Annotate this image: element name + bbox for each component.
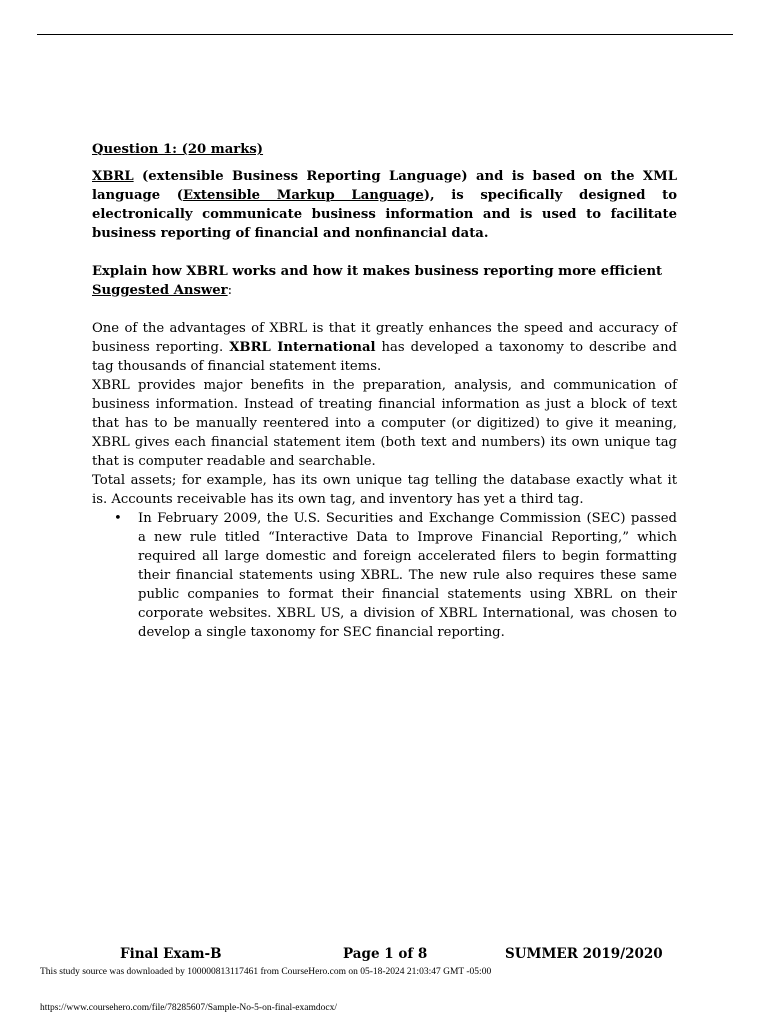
download-source-note: This study source was downloaded by 100000813117461 from CourseHero.com on 05-18-2024 21:03:47 GMT -05:00 [40, 967, 492, 977]
bullet-icon: • [114, 511, 122, 526]
header-rule [37, 34, 733, 35]
intro-text-2: ), is specifically designed to electronically communicate business information and is used to facilitate business reporting of financial and nonfinancial data. [92, 188, 677, 241]
answer-paragraph-2: XBRL provides major benefits in the preparation, analysis, and communication of business information. Instead of treating financial information as just a block of text that has to be manually reentered into a computer (or digitized) to give it meaning, XBRL gives each financial statement item (both text and numbers) its own unique tag that is computer readable and searchable. [92, 378, 677, 469]
intro-text-1: (extensible Business Reporting Language) and is based on the XML language ( [92, 169, 677, 203]
xbrl-international-term: XBRL International [229, 340, 376, 355]
suggested-answer-colon: : [227, 283, 233, 298]
document-body [92, 140, 677, 642]
bullet-text: In February 2009, the U.S. Securities and Exchange Commission (SEC) passed a new rule titled “Interactive Data to Improve Financial Reporting,” which required all large domestic and foreign accelerated filers to begin formatting their financial statements using XBRL. The new rule also requires these same public companies to format their financial statements using XBRL on their corporate websites. XBRL US, a division of XBRL International, was chosen to develop a single taxonomy for SEC financial reporting. [138, 511, 677, 640]
answer-paragraph-3: Total assets; for example, has its own unique tag telling the database exactly what it is. Accounts receivable has its own tag, and inventory has yet a third tag. [92, 473, 677, 507]
source-url: https://www.coursehero.com/file/78285607/Sample-No-5-on-final-examdocx/ [40, 1003, 337, 1013]
question-prompt: Explain how XBRL works and how it makes business reporting more efficient [92, 264, 663, 279]
p1-text-1: One of the advantages of XBRL is that it greatly enhances the speed and accuracy of business reporting. [92, 321, 677, 355]
xbrl-term: XBRL [92, 169, 134, 184]
question-intro [92, 167, 677, 243]
question-heading: Question 1: (20 marks) [92, 142, 264, 157]
footer-term: SUMMER 2019/2020 [505, 946, 663, 962]
bullet-list [92, 509, 677, 642]
answer-paragraph-1 [92, 319, 677, 376]
suggested-answer-label [92, 281, 677, 300]
list-item [114, 509, 677, 642]
suggested-answer-text: Suggested Answer [92, 283, 228, 298]
footer-page-number: Page 1 of 8 [343, 946, 428, 962]
p1-text-2: has developed a taxonomy to describe and tag thousands of financial statement items. [92, 340, 678, 374]
footer-exam-name: Final Exam-B [120, 946, 222, 962]
xml-term: Extensible Markup Language [183, 188, 424, 203]
